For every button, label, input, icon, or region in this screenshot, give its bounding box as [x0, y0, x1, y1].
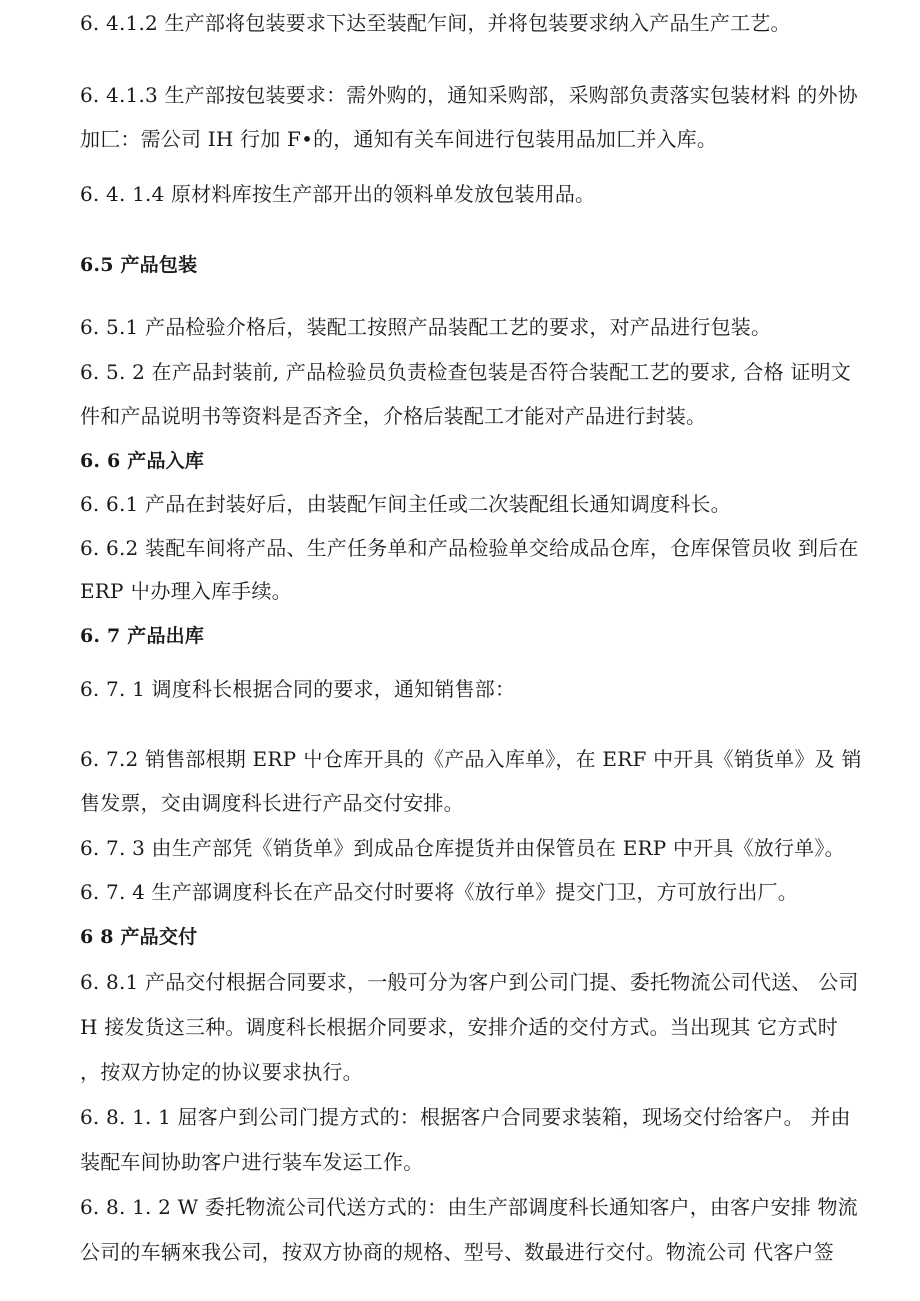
paragraph-6-7-3: 6. 7. 3 由生产部凭《销货单》到成品仓库提货并由保管员在 ERP 中开具《放行单》。: [80, 836, 845, 860]
paragraph-6-8-1-line2: H 接发货这三种。调度科长根据介同要求，安排介适的交付方式。当出现其 它方式时: [80, 1015, 838, 1039]
paragraph-6-4-1-2: 6. 4.1.2 生产部将包装要求下达至装配乍间，并将包装要求纳入产品生产工艺。: [80, 11, 791, 35]
section-heading-6-8: 6 8 产品交付: [80, 926, 198, 948]
paragraph-6-8-1-1-line2: 装配车间协助客户进行装车发运工作。: [80, 1150, 424, 1174]
paragraph-6-8-1-2-line2: 公司的车辆來我公司，按双方协商的规格、型号、数最进行交付。物流公司 代客户签: [80, 1240, 834, 1264]
paragraph-6-7-4: 6. 7. 4 生产部调度科长在产品交付时要将《放行单》提交门卫，方可放行出厂。: [80, 880, 798, 904]
paragraph-6-8-1-line1: 6. 8.1 产品交付根据合同要求，一般可分为客户到公司门提、委托物流公司代送、 公司: [80, 970, 859, 994]
paragraph-6-5-2-line2: 件和产品说明书等资料是否齐全，介格后装配工才能对产品进行封装。: [80, 404, 707, 428]
paragraph-6-6-1: 6. 6.1 产品在封装好后，由装配乍间主任或二次装配组长通知调度科长。: [80, 492, 731, 516]
paragraph-6-8-1-1-line1: 6. 8. 1. 1 屈客户到公司门提方式的：根据客户合同要求装箱，现场交付给客户。 并由: [80, 1105, 851, 1129]
paragraph-6-5-2-line1: 6. 5. 2 在产品封装前, 产品检验员负责检查包装是否符合装配工艺的要求, 合格 证明文: [80, 360, 851, 384]
paragraph-6-6-2-line1: 6. 6.2 装配车间将产品、生产任务单和产品检验单交给成品仓库，仓库保管员收 到后在: [80, 536, 859, 560]
paragraph-6-8-1-line3: ，按双方协定的协议要求执行。: [80, 1060, 363, 1084]
section-heading-6-6: 6. 6 产品入库: [80, 450, 205, 472]
section-heading-6-7: 6. 7 产品出库: [80, 625, 205, 647]
paragraph-6-4-1-3-line1: 6. 4.1.3 生产部按包装要求：需外购的，通知采购部，采购部负责落实包装材料 的外协: [80, 83, 858, 107]
paragraph-6-4-1-3-line2: 加匚：需公司 IH 行加 F•的，通知有关车间进行包装用品加匚并入库。: [80, 127, 718, 151]
paragraph-6-7-2-line2: 售发票，交由调度科长进行产品交付安排。: [80, 791, 464, 815]
paragraph-6-8-1-2-line1: 6. 8. 1. 2 W 委托物流公司代送方式的：由生产部调度科长通知客户，由客户安排 物流: [80, 1195, 858, 1219]
section-heading-6-5: 6.5 产品包装: [80, 254, 198, 276]
paragraph-6-5-1: 6. 5.1 产品检验介格后，装配工按照产品装配工艺的要求，对产品进行包装。: [80, 315, 772, 339]
paragraph-6-6-2-line2: ERP 屮办理入库手续。: [80, 579, 292, 603]
paragraph-6-7-1: 6. 7. 1 调度科长根据合同的要求，通知销售部：: [80, 677, 516, 701]
paragraph-6-7-2-line1: 6. 7.2 销售部根期 ERP 屮仓库开具的《产品入库单》，在 ERF 中开具《销货单》及 销: [80, 747, 862, 771]
paragraph-6-4-1-4: 6. 4. 1.4 原材料库按生产部开出的领料单发放包装用品。: [80, 182, 596, 206]
